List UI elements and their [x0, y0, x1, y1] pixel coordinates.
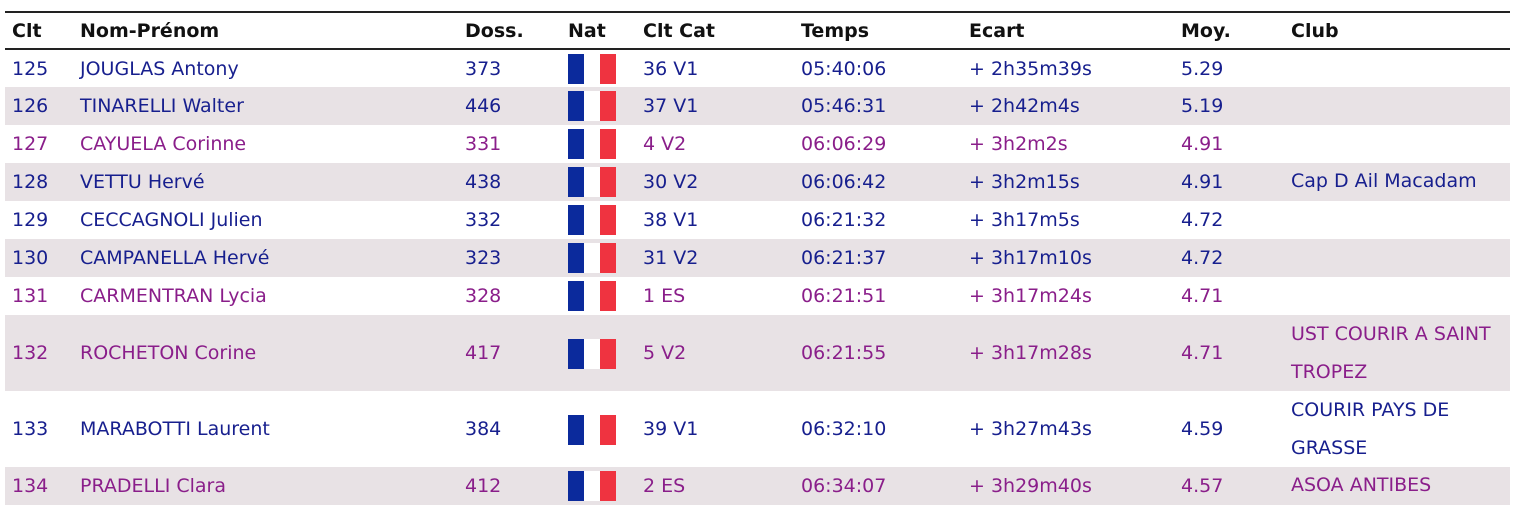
- rank-cell[interactable]: 128: [12, 171, 49, 193]
- gap-cell[interactable]: + 3h17m5s: [969, 209, 1080, 231]
- header-nat[interactable]: Nat: [561, 12, 636, 49]
- category-rank-link[interactable]: 5 V2: [643, 342, 687, 364]
- flag-stripe: [584, 91, 600, 121]
- flag-stripe: [568, 339, 584, 369]
- nationality-cell: [561, 277, 636, 315]
- flag-stripe: [584, 167, 600, 197]
- header-clt[interactable]: Clt: [5, 12, 73, 49]
- time-cell[interactable]: 06:21:32: [801, 209, 887, 231]
- header-moy[interactable]: Moy.: [1174, 12, 1284, 49]
- runner-name-link[interactable]: TINARELLI Walter: [80, 95, 244, 117]
- time-cell[interactable]: 05:46:31: [801, 95, 887, 117]
- gap-cell[interactable]: + 3h17m10s: [969, 247, 1092, 269]
- club-link[interactable]: ASOA ANTIBES: [1291, 474, 1432, 497]
- club-link[interactable]: [1284, 201, 1510, 239]
- flag-stripe: [568, 129, 584, 159]
- flag-stripe: [600, 129, 616, 159]
- flag-stripe: [600, 339, 616, 369]
- flag-stripe: [584, 54, 600, 84]
- club-link[interactable]: Cap D Ail Macadam: [1291, 170, 1477, 193]
- flag-stripe: [568, 281, 584, 311]
- france-flag-icon: [568, 205, 616, 235]
- bib-number-cell[interactable]: 331: [465, 133, 502, 155]
- category-rank-link[interactable]: 38 V1: [643, 209, 699, 231]
- france-flag-icon: [568, 54, 616, 84]
- france-flag-icon: [568, 91, 616, 121]
- flag-stripe: [600, 54, 616, 84]
- bib-number-cell[interactable]: 417: [465, 342, 502, 364]
- header-clt-cat[interactable]: Clt Cat: [636, 12, 794, 49]
- average-speed-cell[interactable]: 4.59: [1181, 418, 1224, 440]
- runner-name-link[interactable]: VETTU Hervé: [80, 171, 205, 193]
- flag-stripe: [568, 91, 584, 121]
- club-link[interactable]: [1284, 87, 1510, 125]
- bib-number-cell[interactable]: 412: [465, 475, 502, 497]
- table-row[interactable]: [5, 49, 1510, 87]
- header-row: [5, 12, 1510, 49]
- france-flag-icon: [568, 243, 616, 273]
- average-speed-cell[interactable]: 4.72: [1181, 247, 1224, 269]
- header-doss[interactable]: Doss.: [458, 12, 561, 49]
- average-speed-cell[interactable]: 4.91: [1181, 171, 1224, 193]
- rank-cell[interactable]: 131: [12, 285, 49, 307]
- nationality-cell: [561, 391, 636, 467]
- bib-number-cell[interactable]: 384: [465, 418, 502, 440]
- table-row[interactable]: [5, 391, 1510, 467]
- nationality-cell: [561, 315, 636, 391]
- average-speed-cell[interactable]: 4.91: [1181, 133, 1224, 155]
- runner-name-link[interactable]: ROCHETON Corine: [80, 342, 257, 364]
- rank-cell[interactable]: 130: [12, 247, 49, 269]
- flag-stripe: [600, 205, 616, 235]
- runner-name-link[interactable]: CAMPANELLA Hervé: [80, 247, 270, 269]
- rank-cell[interactable]: 129: [12, 209, 49, 231]
- rank-cell[interactable]: 132: [12, 342, 49, 364]
- category-rank-link[interactable]: 31 V2: [643, 247, 699, 269]
- france-flag-icon: [568, 339, 616, 369]
- time-cell[interactable]: 06:21:55: [801, 342, 887, 364]
- header-name[interactable]: Nom-Prénom: [73, 12, 458, 49]
- results-body: [5, 49, 1510, 505]
- club-link[interactable]: [1284, 277, 1510, 315]
- header-ecart[interactable]: Ecart: [962, 12, 1174, 49]
- nationality-cell: [561, 87, 636, 125]
- flag-stripe: [568, 415, 584, 445]
- flag-stripe: [584, 129, 600, 159]
- runner-name-link[interactable]: CAYUELA Corinne: [80, 133, 247, 155]
- flag-stripe: [600, 471, 616, 501]
- results-table: [5, 11, 1510, 505]
- gap-cell[interactable]: + 3h17m28s: [969, 342, 1092, 364]
- club-link[interactable]: COURIR PAYS DE GRASSE: [1291, 399, 1450, 459]
- rank-cell[interactable]: 125: [12, 57, 49, 80]
- nationality-cell: [561, 467, 636, 505]
- nationality-cell: [561, 125, 636, 163]
- time-cell[interactable]: 06:21:37: [801, 247, 887, 269]
- flag-stripe: [600, 167, 616, 197]
- table-row[interactable]: [5, 239, 1510, 277]
- gap-cell[interactable]: + 3h2m2s: [969, 133, 1068, 155]
- time-cell[interactable]: 06:06:42: [801, 171, 887, 193]
- gap-cell[interactable]: + 2h42m4s: [969, 95, 1080, 117]
- category-rank-link[interactable]: 36 V1: [643, 57, 699, 80]
- category-rank-link[interactable]: 30 V2: [643, 171, 699, 193]
- gap-cell[interactable]: + 3h17m24s: [969, 285, 1092, 307]
- header-temps[interactable]: Temps: [794, 12, 962, 49]
- rank-cell[interactable]: 134: [12, 475, 49, 497]
- flag-stripe: [600, 243, 616, 273]
- table-row[interactable]: [5, 277, 1510, 315]
- category-rank-link[interactable]: 1 ES: [643, 285, 686, 307]
- table-row[interactable]: [5, 201, 1510, 239]
- france-flag-icon: [568, 281, 616, 311]
- rank-cell[interactable]: 133: [12, 418, 49, 440]
- runner-name-link[interactable]: MARABOTTI Laurent: [80, 418, 270, 440]
- table-row[interactable]: [5, 163, 1510, 201]
- france-flag-icon: [568, 167, 616, 197]
- bib-number-cell[interactable]: 332: [465, 209, 502, 231]
- time-cell[interactable]: 06:34:07: [801, 475, 887, 497]
- flag-stripe: [568, 205, 584, 235]
- nationality-cell: [561, 163, 636, 201]
- time-cell[interactable]: 06:06:29: [801, 133, 887, 155]
- flag-stripe: [584, 471, 600, 501]
- bib-number-cell[interactable]: 373: [465, 57, 502, 80]
- france-flag-icon: [568, 471, 616, 501]
- bib-number-cell[interactable]: 323: [465, 247, 502, 269]
- flag-stripe: [600, 91, 616, 121]
- table-row[interactable]: [5, 87, 1510, 125]
- average-speed-cell[interactable]: 4.57: [1181, 475, 1224, 497]
- flag-stripe: [568, 243, 584, 273]
- time-cell[interactable]: 05:40:06: [801, 57, 887, 80]
- runner-name-link[interactable]: JOUGLAS Antony: [80, 57, 239, 80]
- club-link[interactable]: [1284, 239, 1510, 277]
- nationality-cell: [561, 201, 636, 239]
- nationality-cell: [561, 49, 636, 87]
- table-row[interactable]: [5, 315, 1510, 391]
- france-flag-icon: [568, 415, 616, 445]
- average-speed-cell[interactable]: 5.19: [1181, 95, 1224, 117]
- bib-number-cell[interactable]: 438: [465, 171, 502, 193]
- gap-cell[interactable]: + 3h2m15s: [969, 171, 1080, 193]
- flag-stripe: [584, 243, 600, 273]
- flag-stripe: [568, 471, 584, 501]
- flag-stripe: [568, 167, 584, 197]
- average-speed-cell[interactable]: 4.72: [1181, 209, 1224, 231]
- category-rank-link[interactable]: 4 V2: [643, 133, 687, 155]
- runner-name-link[interactable]: CARMENTRAN Lycia: [80, 285, 267, 307]
- gap-cell[interactable]: + 2h35m39s: [969, 57, 1092, 80]
- average-speed-cell[interactable]: 4.71: [1181, 342, 1224, 364]
- time-cell[interactable]: 06:21:51: [801, 285, 887, 307]
- table-row[interactable]: [5, 467, 1510, 505]
- nationality-cell: [561, 239, 636, 277]
- flag-stripe: [584, 339, 600, 369]
- category-rank-link[interactable]: 37 V1: [643, 95, 699, 117]
- rank-cell[interactable]: 126: [12, 95, 49, 117]
- club-link[interactable]: UST COURIR A SAINT TROPEZ: [1291, 323, 1491, 383]
- france-flag-icon: [568, 129, 616, 159]
- club-link[interactable]: [1284, 125, 1510, 163]
- table-row[interactable]: [5, 125, 1510, 163]
- rank-cell[interactable]: 127: [12, 133, 49, 155]
- time-cell[interactable]: 06:32:10: [801, 418, 887, 440]
- runner-name-link[interactable]: PRADELLI Clara: [80, 475, 226, 497]
- flag-stripe: [600, 415, 616, 445]
- runner-name-link[interactable]: CECCAGNOLI Julien: [80, 209, 263, 231]
- flag-stripe: [600, 281, 616, 311]
- bib-number-cell[interactable]: 446: [465, 95, 502, 117]
- category-rank-link[interactable]: 39 V1: [643, 418, 699, 440]
- gap-cell[interactable]: + 3h29m40s: [969, 475, 1092, 497]
- header-club[interactable]: Club: [1284, 12, 1510, 49]
- average-speed-cell[interactable]: 5.29: [1181, 57, 1224, 80]
- average-speed-cell[interactable]: 4.71: [1181, 285, 1224, 307]
- flag-stripe: [568, 54, 584, 84]
- club-link[interactable]: [1284, 49, 1510, 87]
- category-rank-link[interactable]: 2 ES: [643, 475, 686, 497]
- gap-cell[interactable]: + 3h27m43s: [969, 418, 1092, 440]
- flag-stripe: [584, 415, 600, 445]
- flag-stripe: [584, 205, 600, 235]
- flag-stripe: [584, 281, 600, 311]
- bib-number-cell[interactable]: 328: [465, 285, 502, 307]
